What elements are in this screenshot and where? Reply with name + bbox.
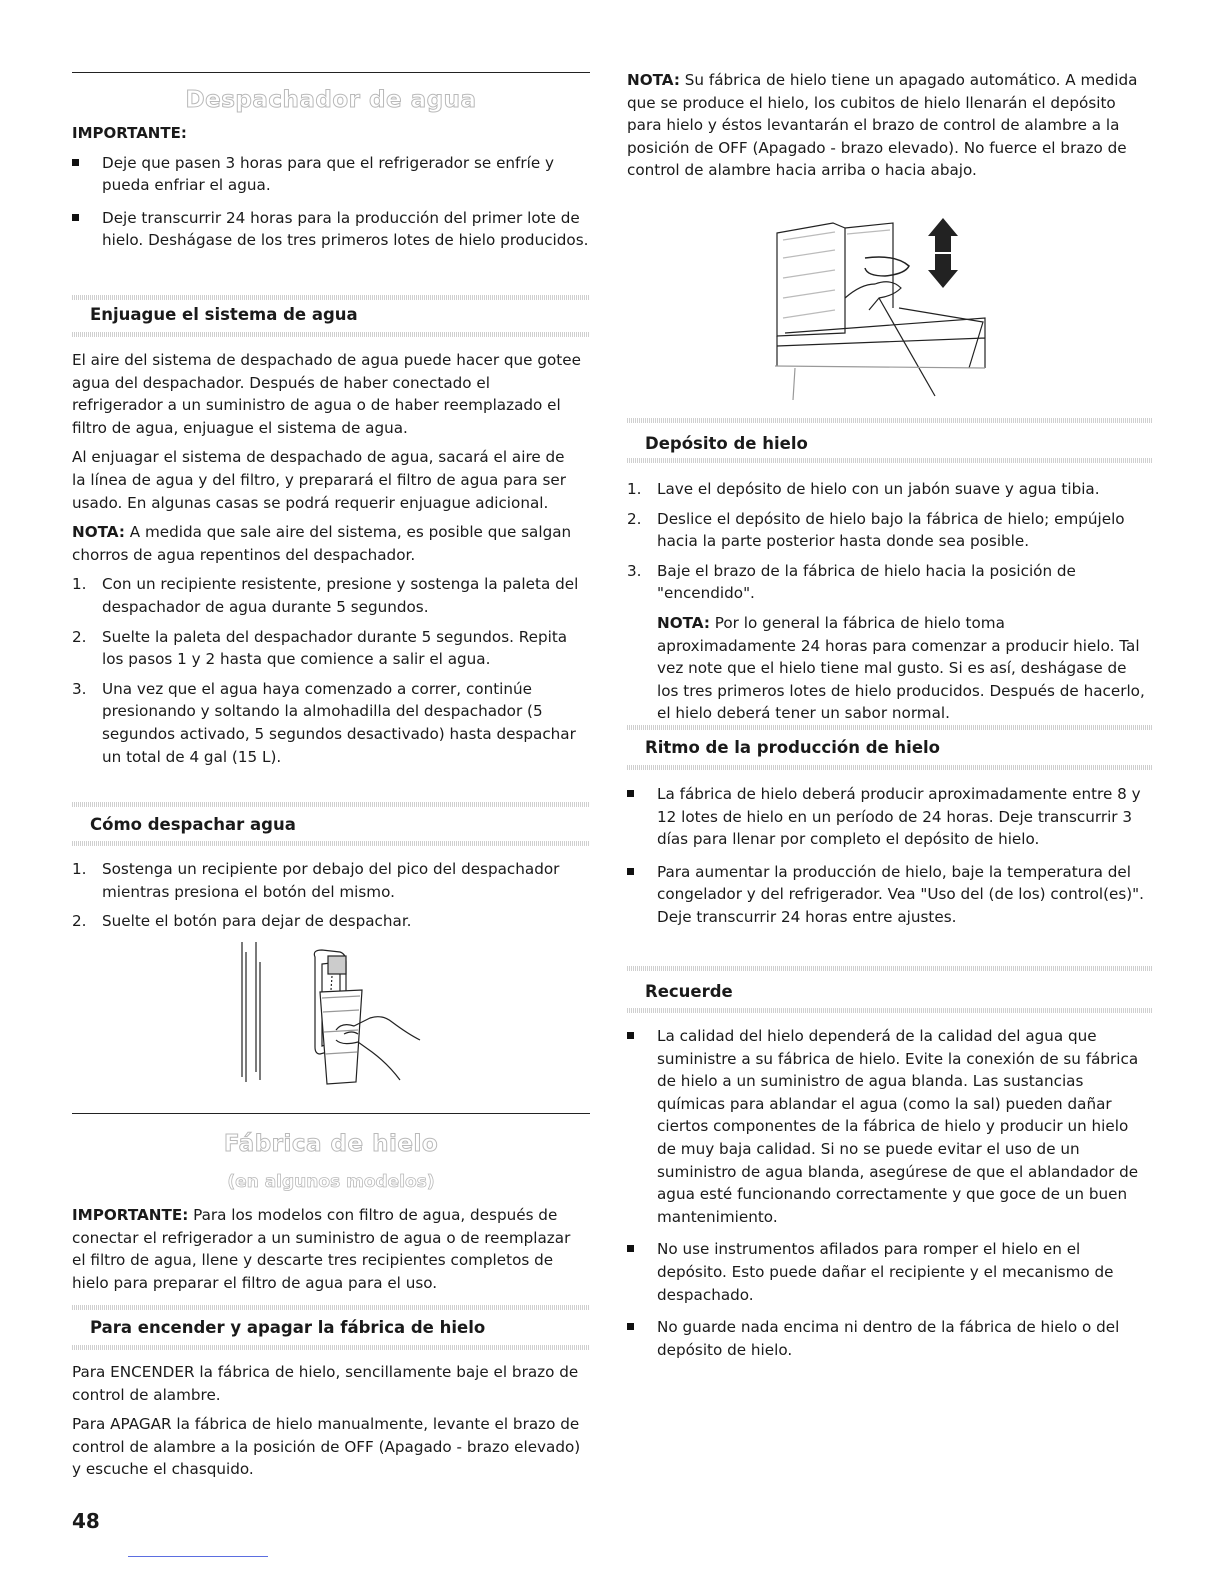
heading-band [627,418,1152,423]
heading-remember: Recuerde [645,982,733,1001]
production-rate-list [627,783,1147,929]
section-rule [72,72,590,73]
list-item: La calidad del hielo dependerá de la calidad del agua que suministre a su fábrica de hielo. Evite la conexión de su fábrica de hielo a un suministro de agua blanda. Las sustancias químicas para ablandar el agua (como la sal) pueden dañar ciertos componentes de la fábrica de hielo y producir un hielo de muy baja calidad. Si no se puede evitar el uso de un suministro de agua blanda, asegúrese de que el ablandador de agua esté funcionando correctamente y que goce de un buen mantenimiento. [627,1025,1147,1228]
list-item: Deje que pasen 3 horas para que el refrigerador se enfríe y pueda enfriar el agua. [72,152,590,197]
list-item: 2. Suelte el botón para dejar de despachar. [72,912,412,931]
auto-off-note: NOTA: Su fábrica de hielo tiene un apagado automático. A medida que se produce el hielo, los cubitos de hielo llenarán el depósito para hielo y éstos levantarán el brazo de control de alambre a la posición de OFF (Apagado - brazo elevado). No fuerce el brazo de control de alambre hacia arriba o hacia abajo. [627,71,1138,180]
square-bullet-icon [72,214,79,221]
section-title-water-dispenser: Despachador de agua [185,87,477,113]
ice-important: IMPORTANTE: Para los modelos con filtro de agua, después de conectar el refrigerador a un suministro de agua o de reemplazar el filtro de agua, llene y descarte tres recipientes completos de hielo para preparar el filtro de agua para el uso. [72,1206,571,1292]
list-item: 3. Una vez que el agua haya comenzado a correr, continúe presionando y soltando la almohadilla del despachador (5 segundos activado, 5 segundos desactivado) hasta despachar un total de 4 gal (15 L). [72,679,576,766]
list-item: La fábrica de hielo deberá producir aproximadamente entre 8 y 12 lotes de hielo en un período de 24 horas. Deje transcurrir 3 días para llenar por completo el depósito de hielo. [627,783,1147,851]
list-item: 3. Baje el brazo de la fábrica de hielo hacia la posición de "encendido". NOTA: Por lo general la fábrica de hielo toma aproximadamente 24 horas para comenzar a producir hielo. Tal vez note que el hielo tiene mal gusto. Si es así, deshágase de los tres primeros lotes de hielo producidos. Después de hacerlo, el hielo deberá tener un sabor normal. [627,560,1147,725]
heading-rinse: Enjuague el sistema de agua [90,305,358,324]
list-item: No guarde nada encima ni dentro de la fábrica de hielo o del depósito de hielo. [627,1316,1147,1361]
heading-ice-bin: Depósito de hielo [645,434,808,453]
rinse-paragraph-1: El aire del sistema de despachado de agua puede hacer que gotee agua del despachador. Después de haber conectado el refrigerador a un suministro de agua o de haber reemplazado el filtro de agua, enjuague el sistema de agua. [72,351,581,437]
heading-band [627,725,1152,730]
square-bullet-icon [627,868,634,875]
section-subtitle: (en algunos modelos) [227,1172,435,1192]
ice-bin-steps [627,478,1147,725]
square-bullet-icon [72,159,79,166]
heading-band [72,802,590,807]
on-paragraph: Para ENCENDER la fábrica de hielo, sencillamente baje el brazo de control de alambre. [72,1363,579,1404]
heading-dispense: Cómo despachar agua [90,815,296,834]
heading-band [627,765,1152,770]
heading-band [72,332,590,337]
heading-band [627,966,1152,971]
heading-band [627,458,1152,463]
dispense-steps [72,858,582,933]
heading-production-rate: Ritmo de la producción de hielo [645,738,941,757]
list-item: Deje transcurrir 24 horas para la producción del primer lote de hielo. Deshágase de los tres primeros lotes de hielo producidos. [72,207,590,252]
list-item: 1. Lave el depósito de hielo con un jabón suave y agua tibia. [627,480,1100,498]
page-number: 48 [72,1509,100,1533]
rinse-paragraph-2: Al enjuagar el sistema de despachado de agua, sacará el aire de la línea de agua y del filtro, y preparará el filtro de agua para ser usado. En algunas casas se podrá requerir enjuague adicional. [72,448,566,512]
square-bullet-icon [627,1245,634,1252]
square-bullet-icon [627,1032,634,1039]
ice-bin-note: NOTA: Por lo general la fábrica de hielo toma aproximadamente 24 horas para comenzar a producir hielo. Tal vez note que el hielo tiene mal gusto. Si es así, deshágase de los tres primeros lotes de hielo producidos. Después de hacerlo, el hielo deberá tener un sabor normal. [657,613,1145,723]
ice-maker-illustration [775,218,995,403]
heading-band [72,1305,590,1310]
heading-band [627,1008,1152,1013]
square-bullet-icon [627,790,634,797]
water-dispenser-illustration [232,942,432,1092]
heading-band [72,1345,590,1350]
list-item: 2. Suelte la paleta del despachador durante 5 segundos. Repita los pasos 1 y 2 hasta que comience a salir el agua. [72,627,568,669]
rinse-note: NOTA: A medida que sale aire del sistema, es posible que salgan chorros de agua repentinos del despachador. [72,523,572,564]
list-item: No use instrumentos afilados para romper el hielo en el depósito. Esto puede dañar el recipiente y el mecanismo de despachado. [627,1238,1147,1306]
square-bullet-icon [627,1323,634,1330]
heading-on-off: Para encender y apagar la fábrica de hielo [90,1318,486,1337]
remember-list [627,1025,1147,1361]
section-title-ice-maker: Fábrica de hielo [223,1131,439,1157]
heading-band [72,295,590,300]
footer-line [128,1556,268,1557]
off-paragraph: Para APAGAR la fábrica de hielo manualmente, levante el brazo de control de alambre a la posición de OFF (Apagado - brazo elevado) y escuche el chasquido. [72,1415,581,1479]
list-item: 2. Deslice el depósito de hielo bajo la fábrica de hielo; empújelo hacia la parte posterior hasta donde sea posible. [627,509,1125,551]
important-list [72,152,590,252]
list-item: 1. Sostenga un recipiente por debajo del pico del despachador mientras presiona el botón del mismo. [72,860,560,901]
list-item: 1. Con un recipiente resistente, presione y sostenga la paleta del despachador de agua durante 5 segundos. [72,575,579,616]
rinse-steps [72,573,582,768]
heading-band [72,841,590,846]
list-item: Para aumentar la producción de hielo, baje la temperatura del congelador y del refrigerador. Vea "Uso del (de los) control(es)". Deje transcurrir 24 horas entre ajustes. [627,861,1147,929]
section-rule [72,1113,590,1114]
important-label: IMPORTANTE: [72,124,187,142]
